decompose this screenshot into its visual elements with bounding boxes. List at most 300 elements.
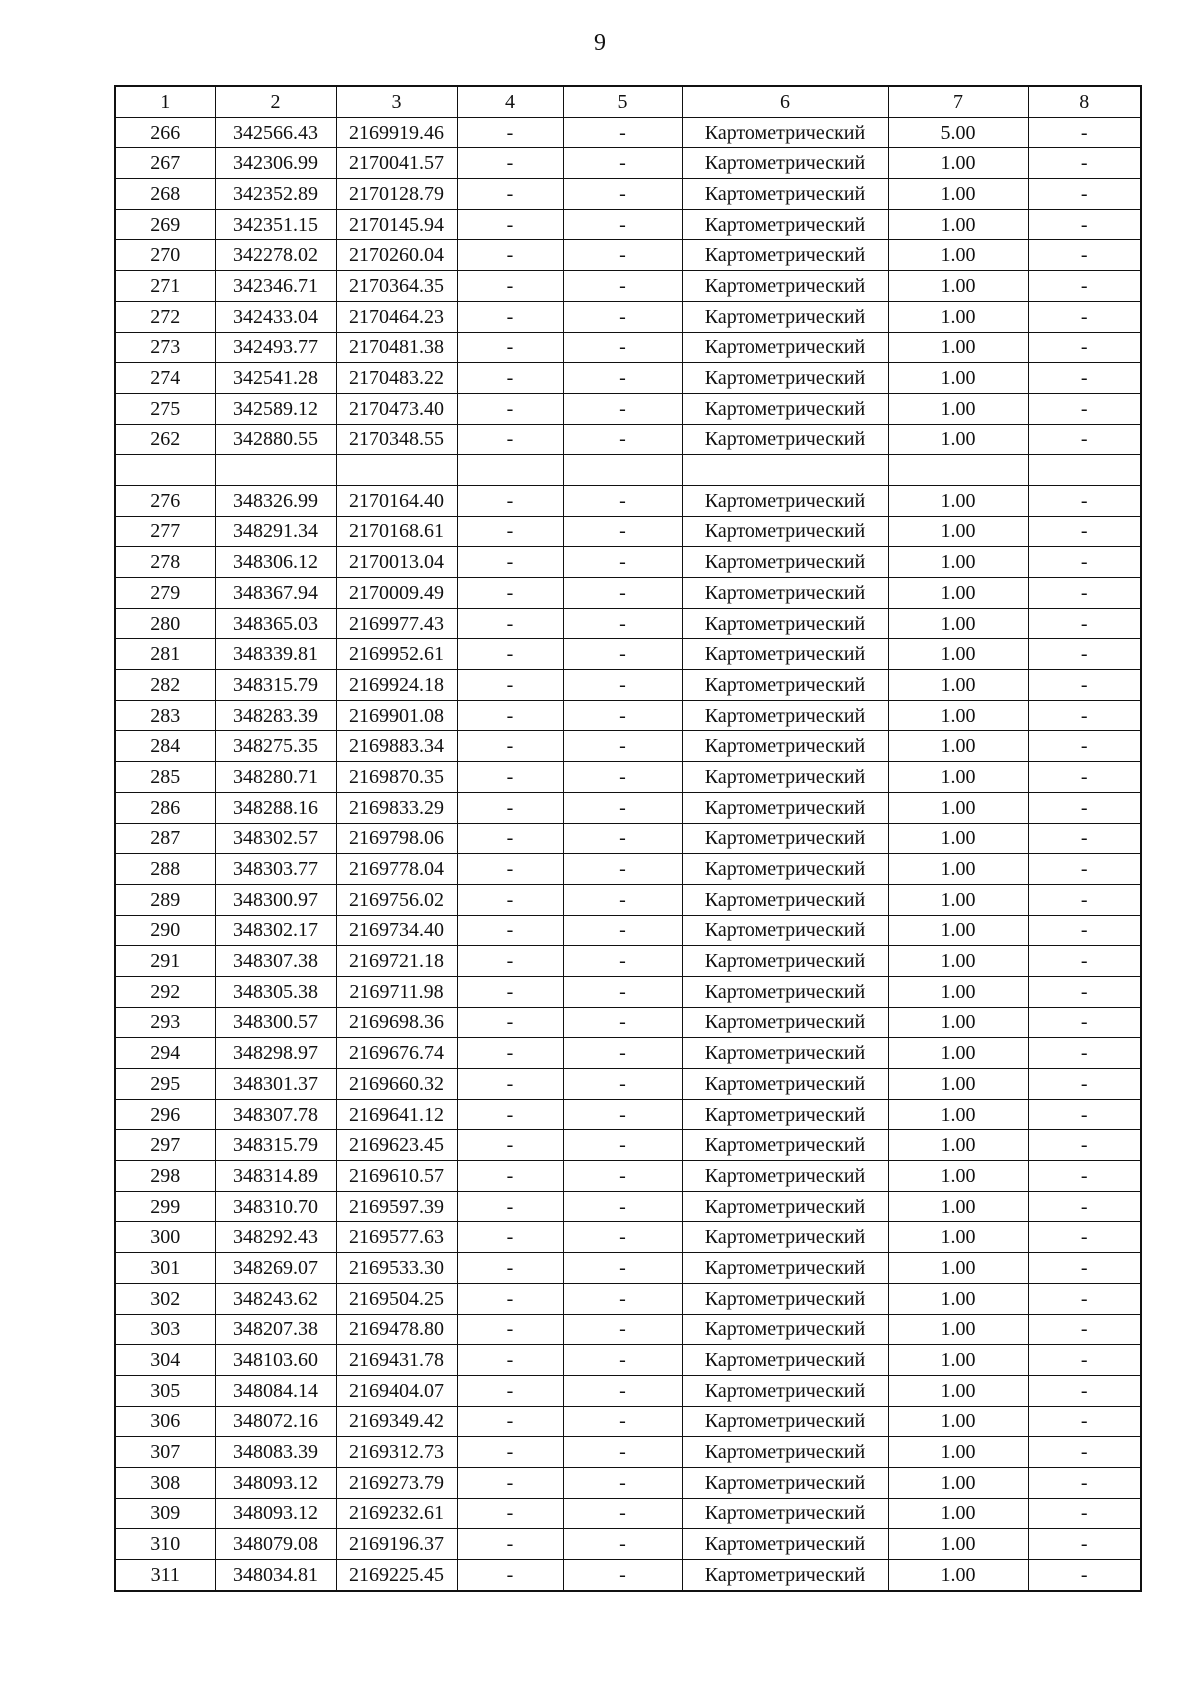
table-row <box>115 363 1141 394</box>
y-coordinate-cell: 2170260.04 <box>336 240 457 271</box>
y-coordinate-cell: 2169734.40 <box>336 915 457 946</box>
table-row <box>115 1529 1141 1560</box>
table-row <box>115 1345 1141 1376</box>
x-coordinate-cell: 348093.12 <box>215 1498 336 1529</box>
x-coordinate-cell: 342493.77 <box>215 332 336 363</box>
method-cell: Картометрический <box>682 1467 888 1498</box>
accuracy-cell: 1.00 <box>888 1130 1028 1161</box>
method-cell: Картометрический <box>682 1253 888 1284</box>
point-number-cell: 271 <box>115 271 215 302</box>
x-coordinate-cell: 348303.77 <box>215 854 336 885</box>
point-number-cell: 266 <box>115 117 215 148</box>
column-5-cell: - <box>563 332 682 363</box>
point-number-cell: 270 <box>115 240 215 271</box>
column-4-cell: - <box>457 1007 563 1038</box>
accuracy-cell: 1.00 <box>888 1375 1028 1406</box>
x-coordinate-cell: 348302.57 <box>215 823 336 854</box>
x-coordinate-cell: 348283.39 <box>215 700 336 731</box>
accuracy-cell: 1.00 <box>888 1529 1028 1560</box>
table-body <box>115 117 1141 1591</box>
column-5-cell: - <box>563 670 682 701</box>
x-coordinate-cell: 348269.07 <box>215 1253 336 1284</box>
column-5-cell: - <box>563 301 682 332</box>
y-coordinate-cell <box>336 455 457 486</box>
column-4-cell: - <box>457 1437 563 1468</box>
column-5-cell: - <box>563 1437 682 1468</box>
x-coordinate-cell: 348315.79 <box>215 1130 336 1161</box>
column-8-cell: - <box>1028 240 1141 271</box>
accuracy-cell: 1.00 <box>888 731 1028 762</box>
x-coordinate-cell: 348207.38 <box>215 1314 336 1345</box>
table-row <box>115 1375 1141 1406</box>
column-5-cell: - <box>563 363 682 394</box>
column-4-cell: - <box>457 700 563 731</box>
y-coordinate-cell: 2169404.07 <box>336 1375 457 1406</box>
column-4-cell: - <box>457 271 563 302</box>
accuracy-cell: 1.00 <box>888 1406 1028 1437</box>
column-4-cell: - <box>457 946 563 977</box>
column-5-cell: - <box>563 1038 682 1069</box>
table-row <box>115 393 1141 424</box>
accuracy-cell: 1.00 <box>888 1038 1028 1069</box>
column-5-cell: - <box>563 1222 682 1253</box>
y-coordinate-cell: 2169660.32 <box>336 1069 457 1100</box>
column-8-cell: - <box>1028 792 1141 823</box>
y-coordinate-cell: 2170128.79 <box>336 179 457 210</box>
table-row <box>115 117 1141 148</box>
accuracy-cell: 1.00 <box>888 854 1028 885</box>
method-cell: Картометрический <box>682 1007 888 1038</box>
column-8-cell: - <box>1028 547 1141 578</box>
point-number-cell: 307 <box>115 1437 215 1468</box>
column-4-cell: - <box>457 1406 563 1437</box>
y-coordinate-cell: 2169698.36 <box>336 1007 457 1038</box>
column-4-cell: - <box>457 424 563 455</box>
table-row <box>115 854 1141 885</box>
column-5-cell: - <box>563 1345 682 1376</box>
table-row <box>115 976 1141 1007</box>
table-row <box>115 332 1141 363</box>
x-coordinate-cell: 348072.16 <box>215 1406 336 1437</box>
column-5-cell: - <box>563 1560 682 1591</box>
method-cell: Картометрический <box>682 1406 888 1437</box>
column-8-cell: - <box>1028 1529 1141 1560</box>
accuracy-cell: 1.00 <box>888 946 1028 977</box>
column-header: 2 <box>215 86 336 117</box>
x-coordinate-cell: 348288.16 <box>215 792 336 823</box>
point-number-cell: 279 <box>115 578 215 609</box>
column-8-cell: - <box>1028 516 1141 547</box>
point-number-cell: 296 <box>115 1099 215 1130</box>
accuracy-cell: 1.00 <box>888 884 1028 915</box>
column-4-cell: - <box>457 731 563 762</box>
method-cell: Картометрический <box>682 762 888 793</box>
y-coordinate-cell: 2170009.49 <box>336 578 457 609</box>
y-coordinate-cell: 2169533.30 <box>336 1253 457 1284</box>
table-row <box>115 1222 1141 1253</box>
column-header: 6 <box>682 86 888 117</box>
y-coordinate-cell: 2170168.61 <box>336 516 457 547</box>
y-coordinate-cell: 2169798.06 <box>336 823 457 854</box>
column-8-cell: - <box>1028 1007 1141 1038</box>
column-8-cell: - <box>1028 1314 1141 1345</box>
point-number-cell: 272 <box>115 301 215 332</box>
table-row <box>115 1467 1141 1498</box>
accuracy-cell: 1.00 <box>888 1222 1028 1253</box>
method-cell: Картометрический <box>682 240 888 271</box>
column-4-cell: - <box>457 1314 563 1345</box>
point-number-cell: 282 <box>115 670 215 701</box>
column-4-cell: - <box>457 332 563 363</box>
point-number-cell: 274 <box>115 363 215 394</box>
x-coordinate-cell: 348310.70 <box>215 1191 336 1222</box>
x-coordinate-cell <box>215 455 336 486</box>
column-4-cell: - <box>457 976 563 1007</box>
method-cell: Картометрический <box>682 884 888 915</box>
column-5-cell: - <box>563 393 682 424</box>
column-5-cell: - <box>563 762 682 793</box>
column-8-cell: - <box>1028 915 1141 946</box>
column-8-cell: - <box>1028 1161 1141 1192</box>
column-header: 4 <box>457 86 563 117</box>
x-coordinate-cell: 348300.57 <box>215 1007 336 1038</box>
column-8-cell: - <box>1028 148 1141 179</box>
accuracy-cell: 1.00 <box>888 670 1028 701</box>
method-cell: Картометрический <box>682 179 888 210</box>
column-4-cell: - <box>457 393 563 424</box>
y-coordinate-cell: 2169952.61 <box>336 639 457 670</box>
x-coordinate-cell: 348093.12 <box>215 1467 336 1498</box>
method-cell: Картометрический <box>682 1099 888 1130</box>
point-number-cell: 309 <box>115 1498 215 1529</box>
accuracy-cell: 1.00 <box>888 792 1028 823</box>
column-4-cell: - <box>457 363 563 394</box>
column-5-cell: - <box>563 976 682 1007</box>
accuracy-cell: 1.00 <box>888 1069 1028 1100</box>
point-number-cell: 297 <box>115 1130 215 1161</box>
table-row <box>115 209 1141 240</box>
point-number-cell: 277 <box>115 516 215 547</box>
accuracy-cell: 1.00 <box>888 301 1028 332</box>
method-cell: Картометрический <box>682 271 888 302</box>
column-5-cell: - <box>563 1069 682 1100</box>
point-number-cell: 311 <box>115 1560 215 1591</box>
accuracy-cell: 1.00 <box>888 762 1028 793</box>
table-row <box>115 946 1141 977</box>
method-cell: Картометрический <box>682 823 888 854</box>
method-cell: Картометрический <box>682 578 888 609</box>
point-number-cell: 306 <box>115 1406 215 1437</box>
x-coordinate-cell: 348079.08 <box>215 1529 336 1560</box>
x-coordinate-cell: 348275.35 <box>215 731 336 762</box>
column-4-cell: - <box>457 1498 563 1529</box>
x-coordinate-cell: 342306.99 <box>215 148 336 179</box>
y-coordinate-cell: 2170348.55 <box>336 424 457 455</box>
column-5-cell: - <box>563 1253 682 1284</box>
method-cell: Картометрический <box>682 731 888 762</box>
accuracy-cell: 1.00 <box>888 240 1028 271</box>
table-row <box>115 1069 1141 1100</box>
method-cell <box>682 455 888 486</box>
accuracy-cell: 1.00 <box>888 516 1028 547</box>
column-4-cell: - <box>457 1375 563 1406</box>
accuracy-cell: 1.00 <box>888 1345 1028 1376</box>
column-5-cell: - <box>563 117 682 148</box>
column-8-cell: - <box>1028 1099 1141 1130</box>
column-4-cell: - <box>457 823 563 854</box>
method-cell: Картометрический <box>682 424 888 455</box>
table-row <box>115 455 1141 486</box>
method-cell: Картометрический <box>682 1069 888 1100</box>
x-coordinate-cell: 348291.34 <box>215 516 336 547</box>
table-row <box>115 823 1141 854</box>
method-cell: Картометрический <box>682 792 888 823</box>
column-8-cell: - <box>1028 271 1141 302</box>
point-number-cell: 281 <box>115 639 215 670</box>
column-5-cell: - <box>563 179 682 210</box>
table-row <box>115 1161 1141 1192</box>
method-cell: Картометрический <box>682 547 888 578</box>
accuracy-cell: 1.00 <box>888 976 1028 1007</box>
column-8-cell: - <box>1028 731 1141 762</box>
column-4-cell: - <box>457 884 563 915</box>
column-8-cell: - <box>1028 1253 1141 1284</box>
column-5-cell: - <box>563 516 682 547</box>
column-5-cell: - <box>563 1007 682 1038</box>
point-number-cell: 303 <box>115 1314 215 1345</box>
table-row <box>115 762 1141 793</box>
accuracy-cell: 1.00 <box>888 1437 1028 1468</box>
column-4-cell <box>457 455 563 486</box>
point-number-cell: 273 <box>115 332 215 363</box>
method-cell: Картометрический <box>682 393 888 424</box>
table-row <box>115 1130 1141 1161</box>
column-5-cell: - <box>563 424 682 455</box>
column-8-cell: - <box>1028 700 1141 731</box>
column-4-cell: - <box>457 1283 563 1314</box>
method-cell: Картометрический <box>682 670 888 701</box>
column-4-cell: - <box>457 547 563 578</box>
point-number-cell: 286 <box>115 792 215 823</box>
column-4-cell: - <box>457 1161 563 1192</box>
accuracy-cell: 1.00 <box>888 1191 1028 1222</box>
column-4-cell: - <box>457 1345 563 1376</box>
point-number-cell: 308 <box>115 1467 215 1498</box>
column-5-cell: - <box>563 1099 682 1130</box>
column-4-cell: - <box>457 117 563 148</box>
accuracy-cell: 1.00 <box>888 209 1028 240</box>
column-4-cell: - <box>457 209 563 240</box>
column-5-cell: - <box>563 792 682 823</box>
accuracy-cell: 1.00 <box>888 547 1028 578</box>
y-coordinate-cell: 2169610.57 <box>336 1161 457 1192</box>
method-cell: Картометрический <box>682 976 888 1007</box>
method-cell: Картометрический <box>682 1161 888 1192</box>
y-coordinate-cell: 2169478.80 <box>336 1314 457 1345</box>
column-5-cell: - <box>563 240 682 271</box>
column-header: 5 <box>563 86 682 117</box>
column-8-cell: - <box>1028 1222 1141 1253</box>
y-coordinate-cell: 2169833.29 <box>336 792 457 823</box>
y-coordinate-cell: 2169431.78 <box>336 1345 457 1376</box>
table-row <box>115 639 1141 670</box>
method-cell: Картометрический <box>682 946 888 977</box>
column-5-cell: - <box>563 1498 682 1529</box>
table-row <box>115 1314 1141 1345</box>
column-4-cell: - <box>457 1529 563 1560</box>
column-5-cell: - <box>563 578 682 609</box>
column-5-cell: - <box>563 1191 682 1222</box>
accuracy-cell: 1.00 <box>888 179 1028 210</box>
x-coordinate-cell: 342352.89 <box>215 179 336 210</box>
method-cell: Картометрический <box>682 1498 888 1529</box>
table-row <box>115 731 1141 762</box>
point-number-cell: 288 <box>115 854 215 885</box>
y-coordinate-cell: 2169577.63 <box>336 1222 457 1253</box>
y-coordinate-cell: 2169721.18 <box>336 946 457 977</box>
column-4-cell: - <box>457 485 563 516</box>
accuracy-cell: 1.00 <box>888 578 1028 609</box>
column-8-cell: - <box>1028 301 1141 332</box>
x-coordinate-cell: 342566.43 <box>215 117 336 148</box>
table-row <box>115 1253 1141 1284</box>
y-coordinate-cell: 2170464.23 <box>336 301 457 332</box>
column-4-cell: - <box>457 639 563 670</box>
table-row <box>115 1406 1141 1437</box>
column-4-cell: - <box>457 179 563 210</box>
method-cell: Картометрический <box>682 1529 888 1560</box>
x-coordinate-cell: 348243.62 <box>215 1283 336 1314</box>
column-8-cell: - <box>1028 578 1141 609</box>
y-coordinate-cell: 2170481.38 <box>336 332 457 363</box>
point-number-cell: 268 <box>115 179 215 210</box>
y-coordinate-cell: 2169924.18 <box>336 670 457 701</box>
point-number-cell: 278 <box>115 547 215 578</box>
method-cell: Картометрический <box>682 516 888 547</box>
column-4-cell: - <box>457 854 563 885</box>
y-coordinate-cell: 2169225.45 <box>336 1560 457 1591</box>
x-coordinate-cell: 348292.43 <box>215 1222 336 1253</box>
column-5-cell: - <box>563 148 682 179</box>
point-number-cell: 295 <box>115 1069 215 1100</box>
point-number-cell: 284 <box>115 731 215 762</box>
point-number-cell: 275 <box>115 393 215 424</box>
y-coordinate-cell: 2169504.25 <box>336 1283 457 1314</box>
column-4-cell: - <box>457 1099 563 1130</box>
point-number-cell: 262 <box>115 424 215 455</box>
coordinates-table <box>114 85 1142 1592</box>
x-coordinate-cell: 348326.99 <box>215 485 336 516</box>
column-8-cell: - <box>1028 1437 1141 1468</box>
column-5-cell: - <box>563 485 682 516</box>
x-coordinate-cell: 342351.15 <box>215 209 336 240</box>
column-8-cell: - <box>1028 670 1141 701</box>
column-5-cell: - <box>563 1406 682 1437</box>
method-cell: Картометрический <box>682 301 888 332</box>
column-4-cell: - <box>457 1069 563 1100</box>
point-number-cell: 290 <box>115 915 215 946</box>
y-coordinate-cell: 2170473.40 <box>336 393 457 424</box>
method-cell: Картометрический <box>682 1375 888 1406</box>
method-cell: Картометрический <box>682 117 888 148</box>
x-coordinate-cell: 348367.94 <box>215 578 336 609</box>
column-8-cell: - <box>1028 1560 1141 1591</box>
column-5-cell: - <box>563 823 682 854</box>
accuracy-cell: 1.00 <box>888 1314 1028 1345</box>
column-5-cell: - <box>563 271 682 302</box>
column-5-cell: - <box>563 946 682 977</box>
column-4-cell: - <box>457 301 563 332</box>
method-cell: Картометрический <box>682 608 888 639</box>
table-row <box>115 1099 1141 1130</box>
point-number-cell: 298 <box>115 1161 215 1192</box>
column-8-cell: - <box>1028 762 1141 793</box>
accuracy-cell: 1.00 <box>888 1253 1028 1284</box>
y-coordinate-cell: 2169232.61 <box>336 1498 457 1529</box>
column-5-cell: - <box>563 731 682 762</box>
column-8-cell: - <box>1028 1038 1141 1069</box>
column-8-cell: - <box>1028 332 1141 363</box>
table-row <box>115 792 1141 823</box>
column-8-cell: - <box>1028 1345 1141 1376</box>
x-coordinate-cell: 342346.71 <box>215 271 336 302</box>
accuracy-cell: 1.00 <box>888 823 1028 854</box>
column-4-cell: - <box>457 670 563 701</box>
accuracy-cell: 1.00 <box>888 608 1028 639</box>
x-coordinate-cell: 348339.81 <box>215 639 336 670</box>
x-coordinate-cell: 348103.60 <box>215 1345 336 1376</box>
x-coordinate-cell: 348315.79 <box>215 670 336 701</box>
column-4-cell: - <box>457 1222 563 1253</box>
accuracy-cell: 1.00 <box>888 271 1028 302</box>
column-4-cell: - <box>457 1253 563 1284</box>
x-coordinate-cell: 348280.71 <box>215 762 336 793</box>
column-header: 7 <box>888 86 1028 117</box>
x-coordinate-cell: 348083.39 <box>215 1437 336 1468</box>
method-cell: Картометрический <box>682 1345 888 1376</box>
column-4-cell: - <box>457 608 563 639</box>
method-cell: Картометрический <box>682 332 888 363</box>
column-8-cell: - <box>1028 854 1141 885</box>
y-coordinate-cell: 2169273.79 <box>336 1467 457 1498</box>
point-number-cell: 304 <box>115 1345 215 1376</box>
x-coordinate-cell: 348314.89 <box>215 1161 336 1192</box>
column-4-cell: - <box>457 516 563 547</box>
x-coordinate-cell: 348300.97 <box>215 884 336 915</box>
accuracy-cell: 1.00 <box>888 1007 1028 1038</box>
table-row <box>115 578 1141 609</box>
column-4-cell: - <box>457 792 563 823</box>
column-8-cell: - <box>1028 884 1141 915</box>
point-number-cell: 299 <box>115 1191 215 1222</box>
table-row <box>115 547 1141 578</box>
table-row <box>115 670 1141 701</box>
point-number-cell: 300 <box>115 1222 215 1253</box>
column-8-cell: - <box>1028 117 1141 148</box>
method-cell: Картометрический <box>682 1222 888 1253</box>
y-coordinate-cell: 2170164.40 <box>336 485 457 516</box>
column-5-cell: - <box>563 700 682 731</box>
accuracy-cell: 1.00 <box>888 1467 1028 1498</box>
table-row <box>115 240 1141 271</box>
y-coordinate-cell: 2169312.73 <box>336 1437 457 1468</box>
method-cell: Картометрический <box>682 1130 888 1161</box>
column-8-cell: - <box>1028 1498 1141 1529</box>
method-cell: Картометрический <box>682 209 888 240</box>
x-coordinate-cell: 348305.38 <box>215 976 336 1007</box>
column-8-cell: - <box>1028 209 1141 240</box>
accuracy-cell: 1.00 <box>888 1560 1028 1591</box>
